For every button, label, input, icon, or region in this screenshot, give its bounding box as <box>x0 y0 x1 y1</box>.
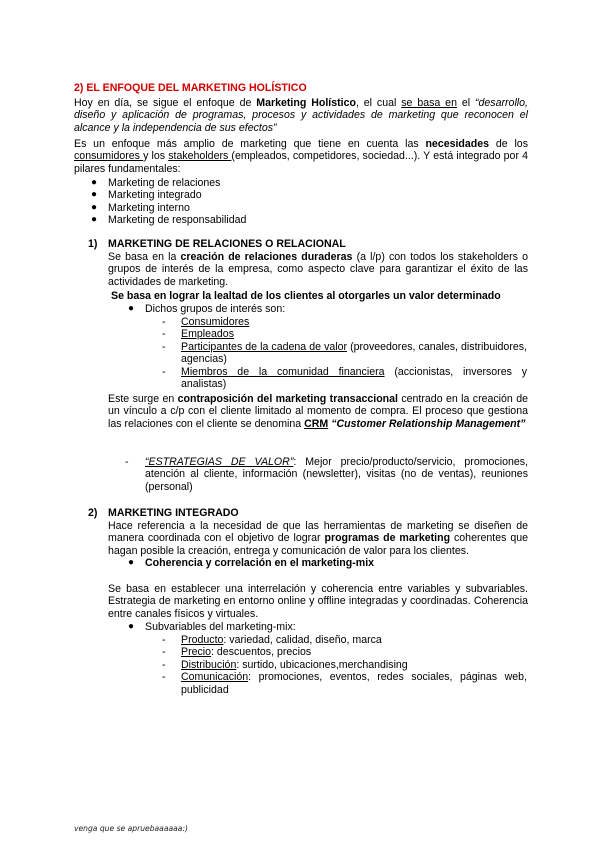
list-item <box>162 658 527 671</box>
s2-title: MARKETING INTEGRADO <box>108 507 239 519</box>
text: Es un enfoque más amplio de marketing que tiene en cuenta las <box>74 138 426 150</box>
dash-icon: - <box>162 671 166 684</box>
bold-term: contraposición del marketing transaccional <box>177 393 398 405</box>
group-name: Empleados <box>181 328 234 341</box>
mix-detail: : surtido, ubicaciones,merchandising <box>236 658 408 671</box>
s2-mix-list <box>162 634 527 696</box>
list-item-text: Marketing integrado <box>108 189 202 202</box>
section-title: 2) EL ENFOQUE DEL MARKETING HOLÍSTICO <box>74 82 307 94</box>
bold-term: creación de relaciones duraderas <box>180 251 353 263</box>
text: , el cual <box>355 97 402 109</box>
list-item <box>91 214 508 227</box>
bullet-icon: ● <box>91 201 98 213</box>
s2-mix-intro <box>128 621 525 633</box>
list-item-text: Marketing de relaciones <box>108 177 221 189</box>
list-item <box>91 201 508 214</box>
bullet-icon: ● <box>128 303 135 314</box>
mix-variable: Precio <box>181 646 212 659</box>
s2-heading <box>88 507 508 519</box>
list-item <box>162 328 527 341</box>
list-item <box>91 177 508 189</box>
quote: “desarrollo, diseño y aplicación de programas, procesos y actividades de marketing que reconocen el alcance y la independencia de sus efectos” <box>74 97 528 134</box>
s1-heading <box>88 238 508 250</box>
mix-variable: Producto <box>181 634 224 646</box>
footer-note: venga que se apruebaaaaaa:) <box>74 824 188 833</box>
s1-number: 1) <box>88 238 98 250</box>
strategies-text: : Mejor precio/producto/servicio, promociones, atención al cliente, información (newsletter), visitas (no de ventas), reuniones (personal) <box>145 456 528 493</box>
list-item <box>128 557 525 569</box>
s1-strategies <box>125 456 528 493</box>
text: Este surge en <box>108 393 178 405</box>
list-item-text: Marketing de responsabilidad <box>108 214 247 227</box>
bullet-icon: ● <box>91 189 98 201</box>
list-item-text: Subvariables del marketing-mix: <box>145 621 296 633</box>
s2-bold-bullet <box>128 557 525 569</box>
bold-term: programas de marketing <box>324 532 451 545</box>
list-item <box>128 303 525 315</box>
list-item-text: Dichos grupos de interés son: <box>145 303 286 315</box>
group-name: Miembros de la comunidad financiera <box>181 365 385 378</box>
s1-groups-intro <box>128 303 525 315</box>
s2-paragraph-1 <box>108 520 528 557</box>
text: el <box>456 97 475 109</box>
list-item-text: Coherencia y correlación en el marketing-mix <box>145 557 375 569</box>
text: centrado en la creación de un vínculo a c/p con el cliente limitado al momento de compra. El proceso que gestiona las relaciones con el cliente se denomina <box>108 393 528 430</box>
dash-icon: - <box>162 316 166 328</box>
text: y los <box>143 150 169 163</box>
mix-variable: Comunicación <box>181 671 249 684</box>
list-item <box>162 365 527 391</box>
list-item <box>128 621 525 633</box>
list-item <box>162 634 527 646</box>
mix-detail: : variedad, calidad, diseño, marca <box>223 634 382 646</box>
text: Hace referencia a la necesidad de que las herramientas de marketing se diseñen de manera coordinada con el objetivo de lograr <box>108 520 528 545</box>
s1-groups-list <box>162 316 527 391</box>
group-name: Participantes de la cadena de valor <box>181 340 348 353</box>
dash-icon: - <box>162 658 166 671</box>
bullet-icon: ● <box>91 177 98 188</box>
s1-bold-line: Se basa en lograr la lealtad de los clientes al otorgarles un valor determinado <box>111 290 501 302</box>
dash-icon: - <box>162 646 166 659</box>
bold-term: Marketing Holístico <box>256 97 356 109</box>
intro-paragraph-1 <box>74 97 528 134</box>
dash-icon: - <box>162 340 166 353</box>
text: coherentes que hagan posible la creación, entrega y comunicación de valor para los clientes. <box>108 532 529 557</box>
underlined-text: se basa en <box>401 97 457 109</box>
bullet-icon: ● <box>91 214 98 226</box>
dash-icon: - <box>162 365 166 378</box>
underlined-text: stakeholders <box>168 150 232 163</box>
mix-detail: : promociones, eventos, redes sociales, páginas web, publicidad <box>181 671 527 696</box>
s1-title: MARKETING DE RELACIONES O RELACIONAL <box>108 238 346 250</box>
intro-paragraph-2 <box>74 138 528 175</box>
group-detail: (accionistas, inversores y analistas) <box>181 365 527 391</box>
list-item-text: Marketing interno <box>108 201 190 214</box>
text: (a l/p) con todos los stakeholders o grupos de interés de la empresa, como aspecto clave para garantizar el éxito de las actividades de marketing. <box>108 251 528 288</box>
dash-icon: - <box>162 634 166 646</box>
list-item <box>162 646 527 659</box>
list-item <box>125 456 528 493</box>
underlined-text: consumidores <box>74 150 144 163</box>
group-detail: (proveedores, canales, distribuidores, agencias) <box>181 340 527 366</box>
list-item <box>162 340 527 366</box>
dash-icon: - <box>162 328 166 341</box>
pillars-list <box>91 177 508 227</box>
s1-paragraph-1 <box>108 251 528 288</box>
mix-variable: Distribución <box>181 658 237 671</box>
group-name: Consumidores <box>181 316 250 328</box>
s1-paragraph-2 <box>108 393 528 430</box>
dash-icon: - <box>125 456 129 468</box>
mix-detail: : descuentos, precios <box>211 646 312 659</box>
text: Se basa en la <box>108 251 181 263</box>
crm-term: CRM <box>304 417 329 430</box>
bullet-icon: ● <box>128 621 135 632</box>
list-item <box>162 671 527 696</box>
text: Hoy en día, se sigue el enfoque de <box>74 97 257 109</box>
strategies-label: “ESTRATEGIAS DE VALOR” <box>145 456 294 468</box>
list-item <box>162 316 527 328</box>
bold-term: necesidades <box>425 138 490 150</box>
list-item <box>91 189 508 202</box>
text: de los <box>489 138 528 150</box>
s2-number: 2) <box>88 507 98 519</box>
crm-expansion: “Customer Relationship Management” <box>328 417 526 430</box>
s2-paragraph-2: Se basa en establecer una interrelación y coherencia entre variables y subvariables. Estrategia de marketing en entorno online y offline integradas y coordinadas. Coherencia entre canales físicos y virtuales. <box>108 583 528 620</box>
text: (empleados, competidores, sociedad...). Y está integrado por 4 pilares fundamentales: <box>74 150 529 175</box>
bullet-icon: ● <box>128 557 135 568</box>
